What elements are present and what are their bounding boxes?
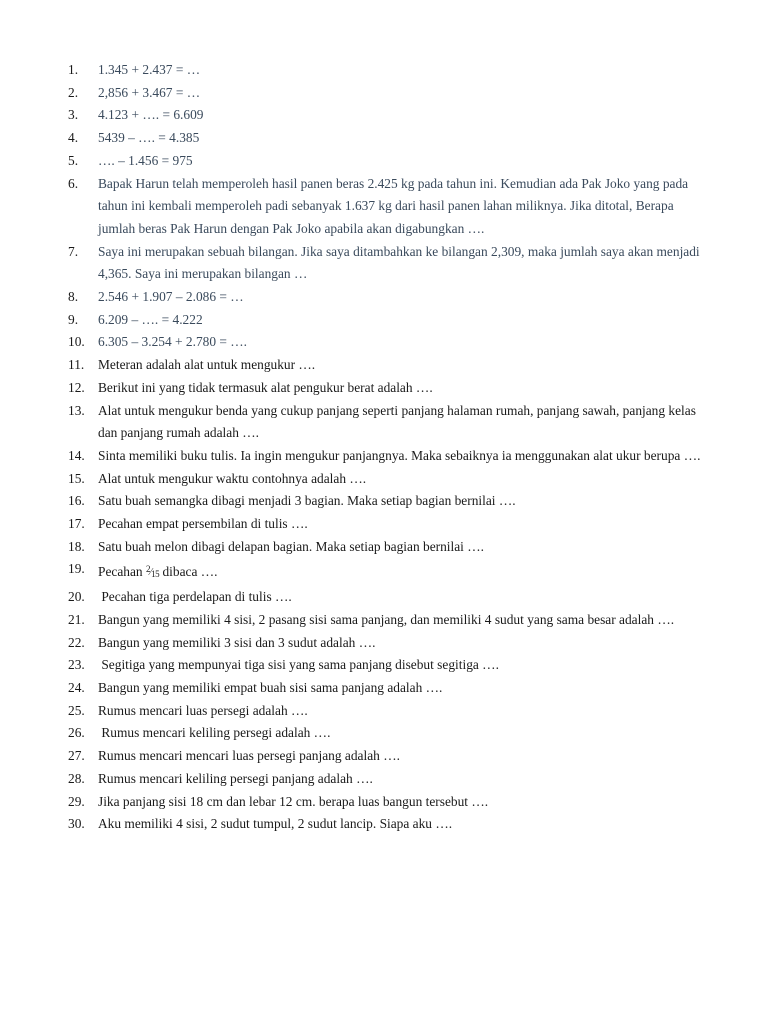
question-text: Alat untuk mengukur benda yang cukup panjang seperti panjang halaman rumah, panjang sawah, panjang kelas dan panjang rumah adalah …. [98, 402, 700, 441]
question-text: Alat untuk mengukur waktu contohnya adalah …. [98, 470, 367, 486]
question-number: 21. [68, 611, 85, 627]
fraction-suffix: dibaca …. [159, 564, 218, 580]
question-item [68, 654, 708, 677]
question-number: 9. [68, 311, 79, 327]
question-item [68, 127, 708, 150]
question-item [68, 354, 708, 377]
question-item [68, 513, 708, 536]
question-text: Bapak Harun telah memperoleh hasil panen beras 2.425 kg pada tahun ini. Kemudian ada Pak Joko yang pada tahun ini kembali memperoleh padi sebanyak 1.637 kg dari hasil panen lahan miliknya. Jika ditotal, Berapa jumlah beras Pak Harun dengan Pak Joko apabila akan digabungkan …. [98, 175, 692, 236]
question-number: 4. [68, 130, 79, 146]
question-item [68, 609, 708, 632]
question-text: Berikut ini yang tidak termasuk alat pengukur berat adalah …. [98, 379, 433, 395]
question-text: Bangun yang memiliki 3 sisi dan 3 sudut adalah …. [98, 634, 376, 650]
question-number: 6. [68, 175, 79, 191]
question-item [68, 173, 708, 241]
question-number: 1. [68, 62, 79, 77]
question-item [68, 490, 708, 513]
question-text: Bangun yang memiliki empat buah sisi sama panjang adalah …. [98, 679, 443, 695]
question-item [68, 241, 708, 286]
question-item [68, 813, 708, 836]
question-text: Bangun yang memiliki 4 sisi, 2 pasang sisi sama panjang, dan memiliki 4 sudut yang sama besar adalah …. [98, 611, 675, 627]
question-item [68, 400, 708, 445]
question-text: Rumus mencari mencari luas persegi panjang adalah …. [98, 748, 400, 764]
question-text: Rumus mencari luas persegi adalah …. [98, 702, 308, 718]
question-item [68, 377, 708, 400]
question-number: 3. [68, 107, 79, 123]
question-text: Segitiga yang mempunyai tiga sisi yang sama panjang disebut segitiga …. [98, 657, 499, 673]
fraction-denominator: 15 [151, 569, 160, 580]
question-item [68, 59, 708, 82]
question-text: 2,856 + 3.467 = … [98, 84, 201, 100]
question-text [98, 558, 708, 586]
question-number: 14. [68, 447, 85, 463]
question-text: Saya ini merupakan sebuah bilangan. Jika saya ditambahkan ke bilangan 2,309, maka jumlah saya akan menjadi 4,365. Saya ini merupakan bilangan … [98, 243, 704, 282]
question-number: 12. [68, 379, 85, 395]
question-number: 29. [68, 793, 85, 809]
question-number: 15. [68, 470, 85, 486]
question-text: Rumus mencari keliling persegi adalah …. [98, 725, 331, 741]
question-text: 6.209 – …. = 4.222 [98, 311, 203, 327]
question-item [68, 586, 708, 609]
question-number: 11. [68, 357, 85, 373]
question-number: 24. [68, 679, 85, 695]
question-text: 2.546 + 1.907 – 2.086 = … [98, 289, 244, 305]
question-item [68, 558, 708, 586]
question-number: 13. [68, 402, 85, 418]
question-item [68, 309, 708, 332]
question-number: 2. [68, 84, 79, 100]
question-text: 4.123 + …. = 6.609 [98, 107, 204, 123]
question-text: Aku memiliki 4 sisi, 2 sudut tumpul, 2 sudut lancip. Siapa aku …. [98, 816, 453, 832]
fraction-slash: ⁄ [149, 567, 152, 579]
question-item [68, 536, 708, 559]
question-number: 18. [68, 538, 85, 554]
question-number: 23. [68, 657, 85, 673]
question-item [68, 677, 708, 700]
question-text: Satu buah semangka dibagi menjadi 3 bagian. Maka setiap bagian bernilai …. [98, 493, 516, 509]
question-text: Jika panjang sisi 18 cm dan lebar 12 cm. berapa luas bangun tersebut …. [98, 793, 489, 809]
question-number: 10. [68, 334, 85, 350]
question-number: 16. [68, 493, 85, 509]
question-text: 1.345 + 2.437 = … [98, 62, 201, 77]
question-item [68, 768, 708, 791]
question-number: 27. [68, 748, 85, 764]
question-number: 7. [68, 243, 79, 259]
question-item [68, 331, 708, 354]
question-number: 19. [68, 561, 85, 577]
question-text: 6.305 – 3.254 + 2.780 = …. [98, 334, 248, 350]
question-number: 17. [68, 516, 85, 532]
question-text: 5439 – …. = 4.385 [98, 130, 200, 146]
question-item [68, 150, 708, 173]
question-number: 5. [68, 152, 79, 168]
question-number: 30. [68, 816, 85, 832]
question-item [68, 82, 708, 105]
question-number: 8. [68, 289, 79, 305]
question-list [68, 59, 708, 836]
question-item [68, 468, 708, 491]
question-item [68, 722, 708, 745]
question-item [68, 700, 708, 723]
question-text: Satu buah melon dibagi delapan bagian. Maka setiap bagian bernilai …. [98, 538, 484, 554]
fraction-numerator: 2 [145, 564, 150, 575]
question-number: 25. [68, 702, 85, 718]
question-item [68, 632, 708, 655]
fraction [146, 558, 159, 586]
question-item [68, 104, 708, 127]
question-number: 28. [68, 770, 85, 786]
fraction-prefix: Pecahan [98, 564, 146, 580]
question-text: Pecahan empat persembilan di tulis …. [98, 516, 308, 532]
question-number: 20. [68, 589, 85, 605]
question-text: Rumus mencari keliling persegi panjang adalah …. [98, 770, 373, 786]
question-number: 22. [68, 634, 85, 650]
question-text: Sinta memiliki buku tulis. Ia ingin mengukur panjangnya. Maka sebaiknya ia menggunakan alat ukur berupa …. [98, 447, 701, 463]
question-text: Pecahan tiga perdelapan di tulis …. [98, 589, 292, 605]
question-item [68, 745, 708, 768]
question-item [68, 791, 708, 814]
question-number: 26. [68, 725, 85, 741]
question-item [68, 445, 708, 468]
question-text: …. – 1.456 = 975 [98, 152, 193, 168]
question-text: Meteran adalah alat untuk mengukur …. [98, 357, 316, 373]
question-item [68, 286, 708, 309]
